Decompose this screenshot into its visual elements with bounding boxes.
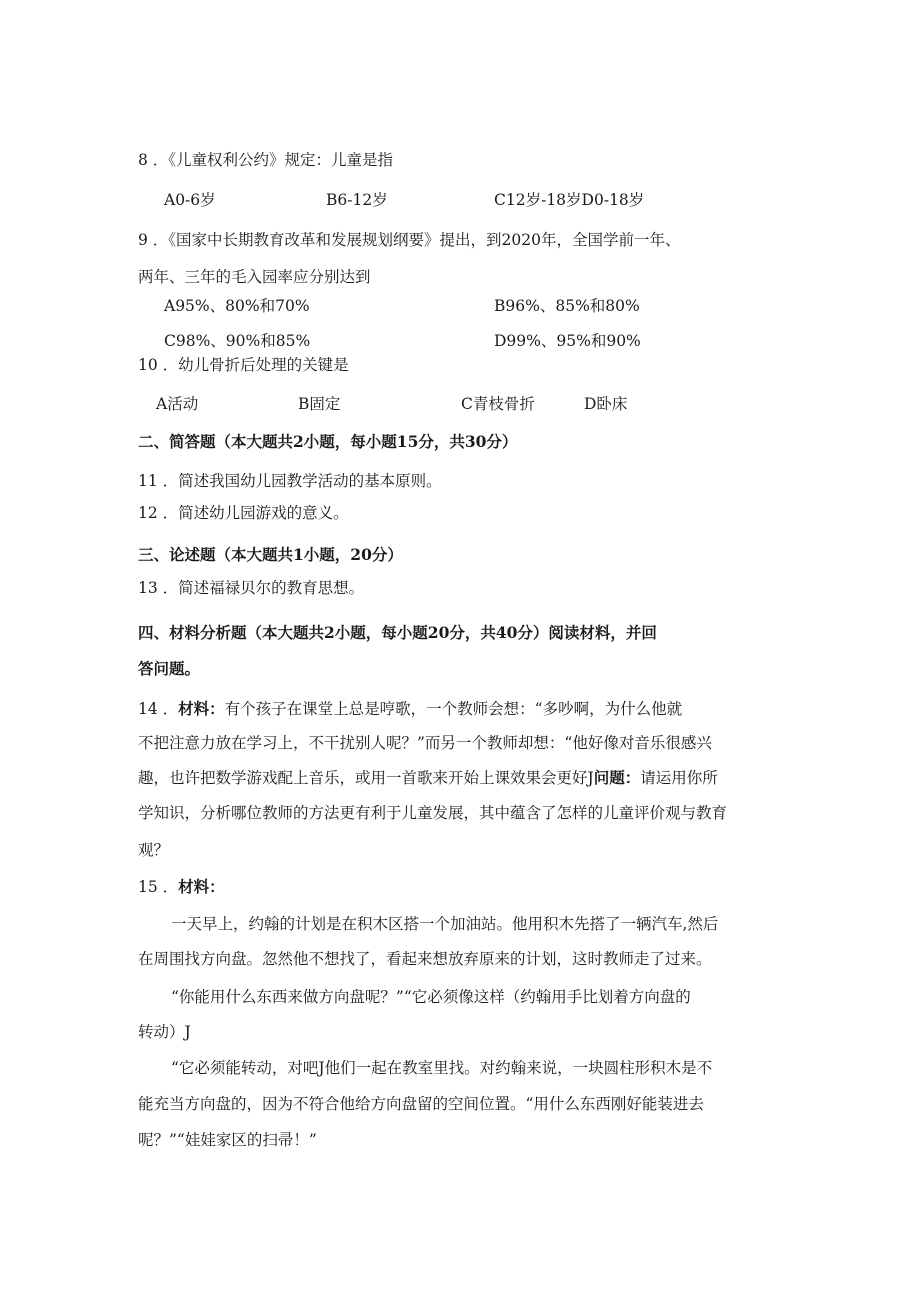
- q8-option-cd: C12岁-18岁D0-18岁: [494, 191, 645, 209]
- section3-heading: 三、论述题（本大题共1小题，20分）: [138, 545, 403, 564]
- q9-stem-line2: 两年、三年的毛入园率应分别达到: [138, 268, 371, 286]
- section2-heading: 二、简答题（本大题共2小题，每小题15分，共30分）: [138, 432, 518, 451]
- q8-option-b: B6-12岁: [326, 191, 388, 209]
- q10-option-a: A活动: [156, 395, 199, 413]
- q14-line1-text: 有个孩子在课堂上总是哼歌，一个教师会想：“多吵啊，为什么他就: [224, 700, 683, 718]
- q15-number: 15 ．: [138, 878, 179, 896]
- q10-option-b: B固定: [298, 395, 341, 413]
- q10-option-d: D卧床: [584, 395, 628, 413]
- q10-option-c: C青枝骨折: [461, 395, 535, 413]
- q14-number: 14 ．: [138, 700, 179, 718]
- q14-line2: 不把注意力放在学习上，不干扰别人呢？”而另一个教师却想：“他好像对音乐很感兴: [138, 734, 712, 752]
- q15-p3-line3: 呢？”“娃娃家区的扫帚！”: [138, 1131, 317, 1149]
- q14-line3-text: 趣，也许把数学游戏配上音乐，或用一首歌来开始上课效果会更好J: [138, 769, 594, 787]
- section4-heading-line1: 四、材料分析题（本大题共2小题，每小题20分，共40分）阅读材料，并回: [138, 623, 657, 642]
- q15-p2-line1: “你能用什么东西来做方向盘呢？”“它必须像这样（约翰用手比划着方向盘的: [171, 988, 691, 1006]
- q9-option-a: A95%、80%和70%: [164, 297, 310, 315]
- q14-question-label: 问题：: [593, 768, 641, 787]
- q14-line3: [138, 768, 718, 788]
- q14-material-label: 材料：: [178, 699, 225, 718]
- q15-p3-line1: “它必须能转动，对吧J他们一起在教室里找。对约翰来说，一块圆柱形积木是不: [171, 1059, 713, 1077]
- q15-material-label: 材料：: [178, 877, 225, 896]
- q9-option-d: D99%、95%和90%: [494, 332, 641, 350]
- q12: 12 ．简述幼儿园游戏的意义。: [138, 504, 349, 522]
- q8-stem: 8 ．《儿童权利公约》规定：儿童是指: [138, 151, 394, 169]
- q15-p1-line1: 一天早上，约翰的计划是在积木区搭一个加油站。他用积木先搭了一辆汽车,然后: [171, 915, 719, 933]
- q9-option-b: B96%、85%和80%: [494, 297, 640, 315]
- q10-stem: 10 ．幼儿骨折后处理的关键是: [138, 356, 349, 374]
- q15-p3-line2: 能充当方向盘的，因为不符合他给方向盘留的空间位置。“用什么东西刚好能装进去: [138, 1095, 704, 1113]
- q9-option-c: C98%、90%和85%: [164, 332, 311, 350]
- q15-p2-line2: 转动）J: [138, 1023, 191, 1041]
- q13: 13 ．简述福禄贝尔的教育思想。: [138, 579, 365, 597]
- q15-p1-line2: 在周围找方向盘。忽然他不想找了，看起来想放弃原来的计划，这时教师走了过来。: [138, 950, 712, 968]
- q15-header: [138, 877, 225, 897]
- q14-line3-tail: 请运用你所: [640, 769, 718, 787]
- q9-stem-line1: 9 ．《国家中长期教育改革和发展规划纲要》提出，到2020年，全国学前一年、: [138, 231, 681, 249]
- q14-line5: 观？: [138, 841, 170, 859]
- q8-option-a: A0-6岁: [164, 191, 216, 209]
- section4-heading-line2: 答问题。: [138, 659, 201, 678]
- q14-line4: 学知识，分析哪位教师的方法更有利于儿童发展，其中蕴含了怎样的儿童评价观与教育: [138, 804, 728, 822]
- q14-line1: [138, 699, 682, 719]
- q11: 11 ．简述我国幼儿园教学活动的基本原则。: [138, 472, 442, 490]
